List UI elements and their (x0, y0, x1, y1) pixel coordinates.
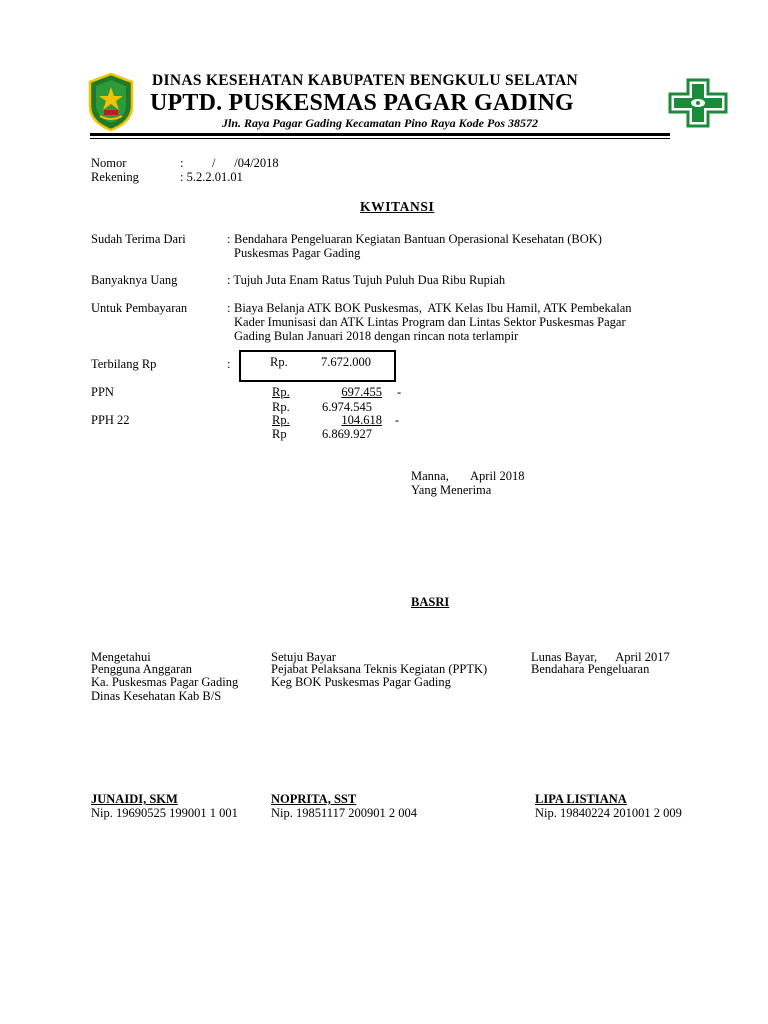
sign1-line1: Mengetahui (91, 650, 151, 664)
subtotal2-amount: 6.869.927 (322, 427, 372, 441)
nomor-value: / /04/2018 (212, 156, 279, 170)
pph-amount: 104.618 (341, 413, 382, 427)
untuk-line1: Biaya Belanja ATK BOK Puskesmas, ATK Kelas Ibu Hamil, ATK Pembekalan (234, 301, 632, 315)
sign3-name: LIPA LISTIANA (535, 792, 627, 806)
sudah-sep: : (227, 232, 231, 246)
place-date: Manna, April 2018 (411, 469, 525, 483)
sign1-name: JUNAIDI, SKM (91, 792, 178, 806)
terbilang-label: Terbilang Rp (91, 357, 157, 371)
nomor-sep: : (180, 156, 184, 170)
terbilang-sep: : (227, 357, 231, 371)
sign1-line3: Ka. Puskesmas Pagar Gading (91, 675, 239, 689)
untuk-line3: Gading Bulan Januari 2018 dengan rincan nota terlampir (234, 329, 519, 343)
ppn-amount: 697.455 (341, 385, 382, 399)
receiver-name: BASRI (411, 595, 450, 609)
sign1-line2: Pengguna Anggaran (91, 662, 193, 676)
sign1-line4: Dinas Kesehatan Kab B/S (91, 689, 222, 703)
sign2-nip: Nip. 19851117 200901 2 004 (271, 806, 417, 820)
ppn-label: PPN (91, 385, 114, 399)
banyak-value: : Tujuh Juta Enam Ratus Tujuh Puluh Dua Ribu Rupiah (227, 273, 506, 287)
institution-address: Jln. Raya Pagar Gading Kecamatan Pino Raya Kode Pos 38572 (222, 116, 539, 130)
header-rule-thin (90, 138, 670, 139)
sign3-line1: Lunas Bayar, April 2017 (531, 650, 670, 664)
receiver-caption: Yang Menerima (411, 483, 492, 497)
agency-name: DINAS KESEHATAN KABUPATEN BENGKULU SELATAN (152, 72, 578, 89)
receipt-title: KWITANSI (360, 199, 435, 214)
pph-dash: - (395, 413, 400, 427)
sign1-nip: Nip. 19690525 199001 1 001 (91, 806, 238, 820)
sudah-label: Sudah Terima Dari (91, 232, 186, 246)
sign2-name: NOPRITA, SST (271, 792, 357, 806)
regency-logo (88, 72, 134, 132)
sudah-line1: Bendahara Pengeluaran Kegiatan Bantuan Operasional Kesehatan (BOK) (234, 232, 602, 246)
sign2-line2: Pejabat Pelaksana Teknis Kegiatan (PPTK) (271, 662, 488, 676)
terbilang-rp: Rp. (270, 355, 288, 369)
sign3-nip: Nip. 19840224 201001 2 009 (535, 806, 682, 820)
untuk-line2: Kader Imunisasi dan ATK Lintas Program dan Lintas Sektor Puskesmas Pagar (234, 315, 626, 329)
untuk-label: Untuk Pembayaran (91, 301, 188, 315)
ppn-dash: - (397, 385, 402, 399)
pph-label: PPH 22 (91, 413, 130, 427)
untuk-sep: : (227, 301, 231, 315)
subtotal1-amount: 6.974.545 (322, 400, 372, 414)
sign2-line1: Setuju Bayar (271, 650, 336, 664)
subtotal2-rp: Rp (272, 427, 287, 441)
sign2-line3: Keg BOK Puskesmas Pagar Gading (271, 675, 451, 689)
rekening-label: Rekening (91, 170, 139, 184)
institution-name: UPTD. PUSKESMAS PAGAR GADING (150, 90, 574, 116)
pph-rp: Rp. (272, 413, 290, 427)
header-rule-thick (90, 133, 670, 136)
amount-box (239, 350, 396, 382)
sign3-line2: Bendahara Pengeluaran (531, 662, 650, 676)
banyak-label: Banyaknya Uang (91, 273, 178, 287)
sudah-line2: Puskesmas Pagar Gading (234, 246, 361, 260)
nomor-label: Nomor (91, 156, 127, 170)
rekening-value: : 5.2.2.01.01 (180, 170, 243, 184)
subtotal1-rp: Rp. (272, 400, 290, 414)
ppn-rp: Rp. (272, 385, 290, 399)
puskesmas-cross-logo (668, 78, 728, 128)
terbilang-amount: 7.672.000 (321, 355, 371, 369)
